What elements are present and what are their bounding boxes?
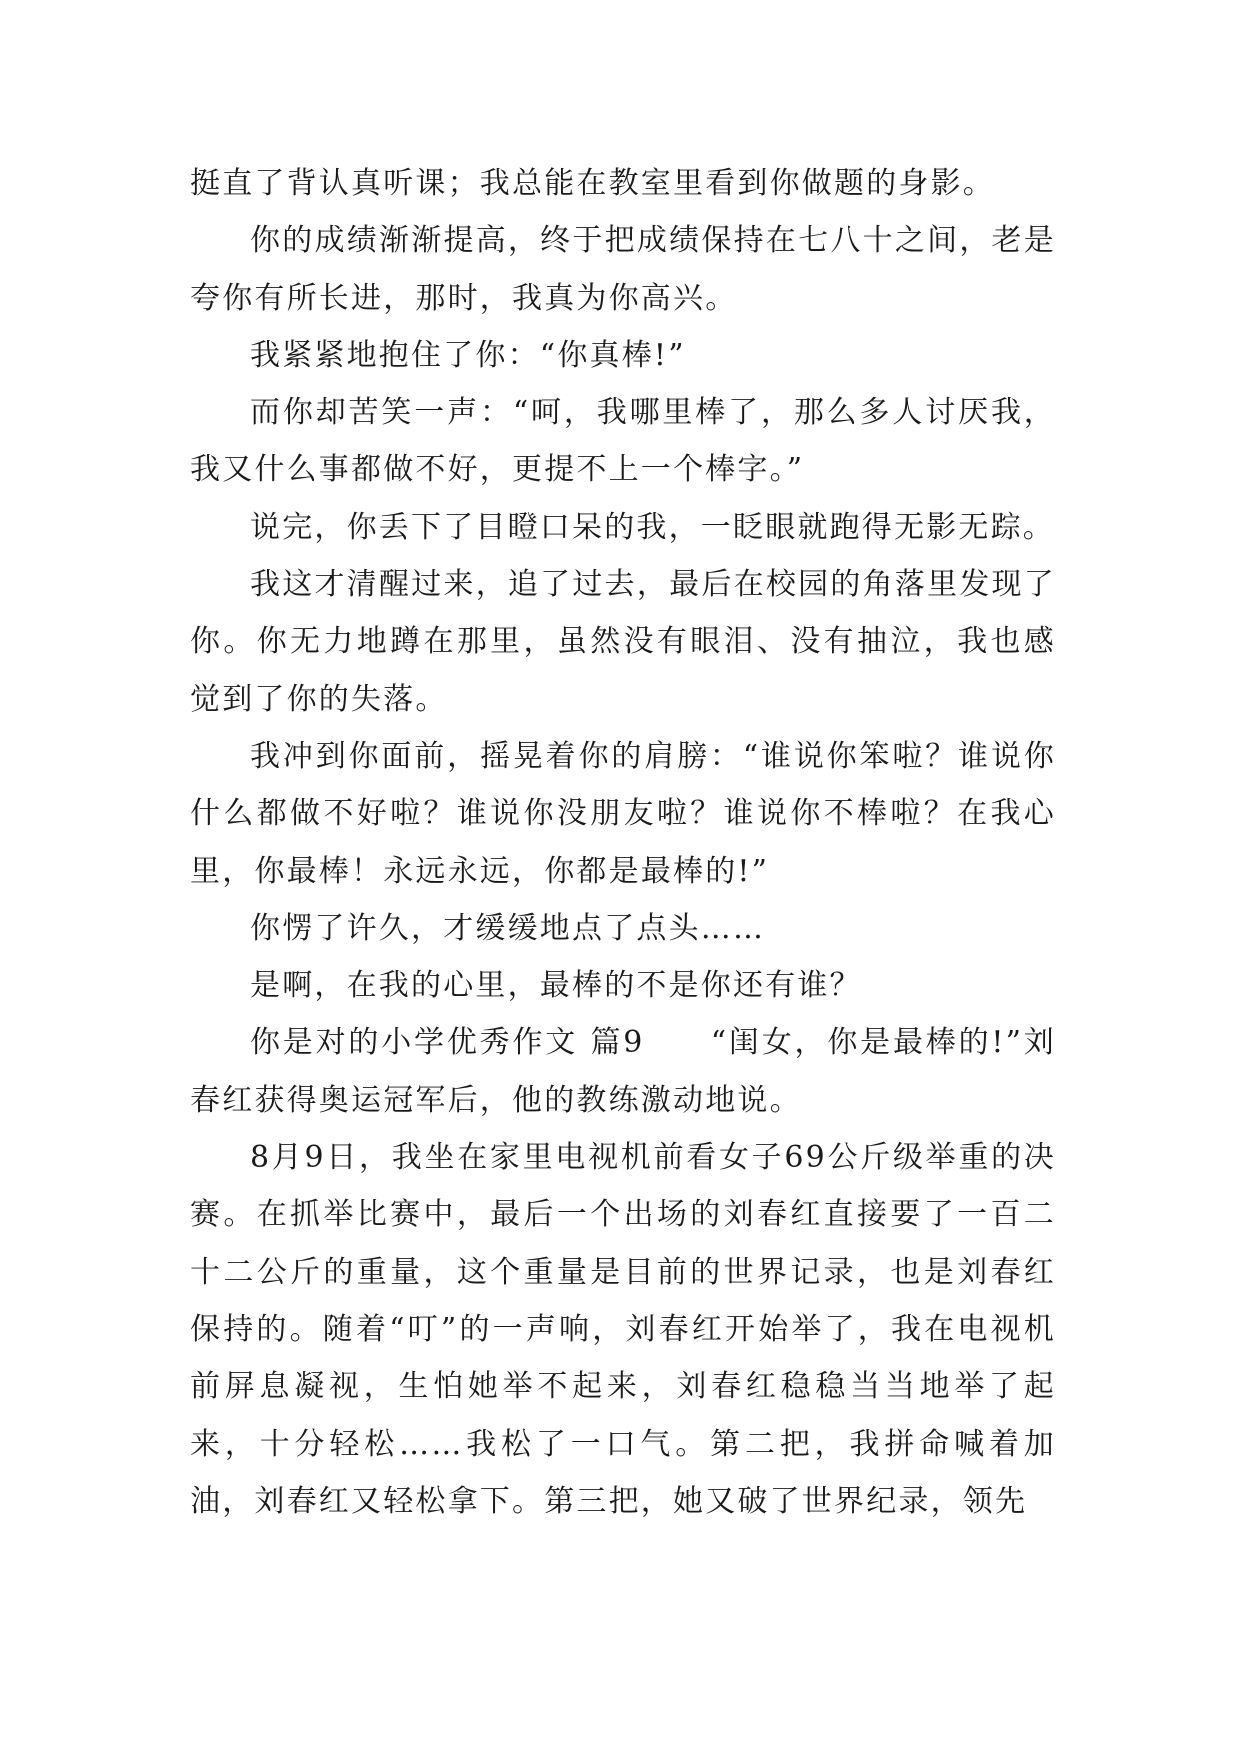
paragraph: 说完，你丢下了目瞪口呆的我，一眨眼就跑得无影无踪。: [250, 509, 1055, 545]
paragraph: 我冲到你面前，摇晃着你的肩膀：“谁说你笨啦？谁说你什么都做不好啦？谁说你没朋友啦？谁说你不棒啦？在我心里，你最棒！永远永远，你都是最棒的!”: [190, 738, 1056, 889]
paragraph: 我这才清醒过来，追了过去，最后在校园的角落里发现了你。你无力地蹲在那里，虽然没有眼泪、没有抽泣，我也感觉到了你的失落。: [190, 567, 1056, 717]
paragraph: 你是对的小学优秀作文 篇9 “闺女，你是最棒的!”刘春红获得奥运冠军后，他的教练激动地说。: [190, 1025, 1056, 1118]
paragraph: 8月9日，我坐在家里电视机前看女子69公斤级举重的决赛。在抓举比赛中，最后一个出场的刘春红直接要了一百二十二公斤的重量，这个重量是目前的世界记录，也是刘春红保持的。随着“叮”的一声响，刘春红开始举了，我在电视机前屏息凝视，生怕她举不起来，刘春红稳稳当当地举了起来，十分轻松……我松了一口气。第二把，我拼命喊着加油，刘春红又轻松拿下。第三把，她又破了世界纪录，领先: [190, 1140, 1056, 1519]
paragraph: 挺直了背认真听课；我总能在教室里看到你做题的身影。: [190, 166, 995, 201]
document-body: [190, 155, 1056, 1530]
paragraph: 是啊，在我的心里，最棒的不是你还有谁？: [250, 968, 862, 1004]
paragraph: 你愣了许久，才缓缓地点了点头……: [250, 910, 766, 946]
paragraph: 我紧紧地抱住了你：“你真棒!”: [250, 337, 686, 373]
paragraph: 你的成绩渐渐提高，终于把成绩保持在七八十之间，老是夸你有所长进，那时，我真为你高兴。: [190, 223, 1056, 316]
paragraph: 而你却苦笑一声：“呵，我哪里棒了，那么多人讨厌我，我又什么事都做不好，更提不上一个棒字。”: [190, 395, 1056, 488]
